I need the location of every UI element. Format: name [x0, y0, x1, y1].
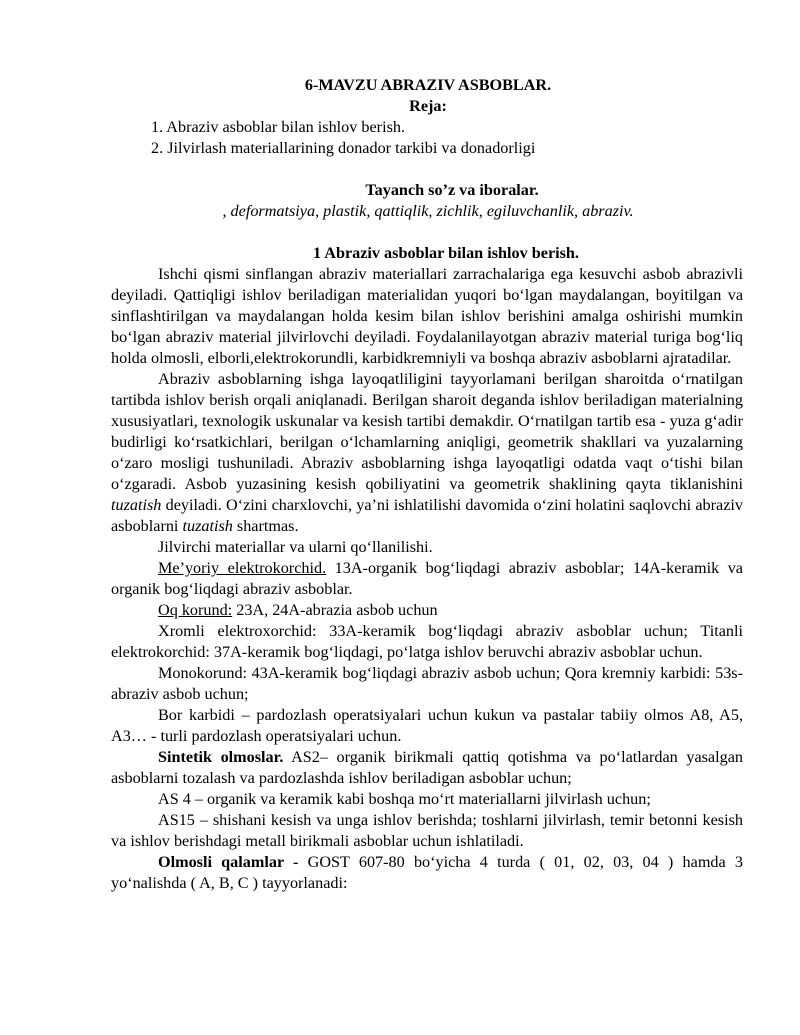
plan-item: 2. Jilvirlash materiallarining donador tarkibi va donadorligi — [151, 139, 536, 157]
plan-title: Reja: — [409, 97, 447, 115]
document-title: 6-MAVZU ABRAZIV ASBOBLAR. — [304, 76, 552, 94]
paragraph: Abraziv asboblarning ishga layoqatliligini tayyorlamani berilgan sharoitda o‘rnatilgan tartibda ishlov berish orqali aniqlanadi. Berilgan sharoit deganda ishlov beriladigan materialning xususiyatlari, texnologik uskunalar va kesish tartibi demakdir. O‘rnatilgan tartib esa - yuza g‘adir budirligi ko‘rsatkichlari, berilgan o‘lchamlarning aniqligi, geometrik shakllari va yuzalarning o‘zaro mosligi tushuniladi. Abraziv asboblarning ishga layoqatligi odatda vaqt o‘tishi bilan o‘zgaradi. Asbob yuzasining kesish qobiliyatini va geometrik shaklining qayta tiklanishini tuzatish deyiladi. O‘zini charxlovchi, ya’ni ishlatilishi davomida o‘zini holatini saqlovchi abraziv asboblarni tuzatish shartmas. — [111, 370, 743, 535]
paragraph: Ishchi qismi sinflangan abraziv materiallari zarrachalariga ega kesuvchi asbob abrazivli deyiladi. Qattiqligi ishlov beriladigan materialidan yuqori bo‘lgan maydalangan, boyitilgan va sinflashtirilgan va maydalangan holda kesim bilan ishlov berishini amalga oshirishi mumkin bo‘lgan abraziv material jilvirlovchi deyiladi. Foydalanilayotgan abraziv material turiga bog‘liq holda olmosli, elborli,elektrokorundli, karbidkremniyli va boshqa abraziv asboblarni ajratadilar. — [111, 265, 743, 367]
paragraph: AS15 – shishani kesish va unga ishlov berishda; toshlarni jilvirlash, temir betonni kesish va ishlov berishdagi metall birikmali asboblar uchun ishlatiladi. — [111, 811, 743, 850]
paragraph: Jilvirchi materiallar va ularni qo‘llanilishi. — [158, 538, 433, 556]
paragraph: Bor karbidi – pardozlash operatsiyalari uchun kukun va pastalar tabiiy olmos A8, A5, A3… - turli pardozlash operatsiyalari uchun. — [111, 706, 743, 745]
paragraph: Oq korund: 23A, 24A-abrazia asbob uchun — [158, 601, 438, 619]
paragraph: Xromli elektroxorchid: 33A-keramik bog‘liqdagi abraziv asboblar uchun; Titanli elektrokorchid: 37A-keramik bog‘liqdagi, po‘latga ishlov beruvchi abraziv asboblar uchun. — [111, 622, 743, 661]
paragraph: AS 4 – organik va keramik kabi boshqa mo‘rt materiallarni jilvirlash uchun; — [158, 790, 651, 808]
paragraph: Olmosli qalamlar - GOST 607-80 bo‘yicha 4 turda ( 01, 02, 03, 04 ) hamda 3 yo‘nalishda ( A, B, C ) tayyorlanadi: — [111, 853, 743, 892]
paragraph: Sintetik olmoslar. AS2– organik birikmali qattiq qotishma va po‘latlardan yasalgan asboblarni tozalash va pardozlashda ishlov beriladigan asboblar uchun; — [111, 748, 743, 787]
plan-item: 1. Abraziv asboblar bilan ishlov berish. — [151, 118, 406, 136]
keywords-title: Tayanch so’z va iboralar. — [365, 181, 539, 199]
keywords-text: , deformatsiya, plastik, qattiqlik, zichlik, egiluvchanlik, abraziv. — [222, 202, 634, 220]
paragraph: Monokorund: 43A-keramik bog‘liqdagi abraziv asbob uchun; Qora kremniy karbidi: 53s-abraziv asbob uchun; — [111, 664, 743, 703]
paragraph: Me’yoriy elektrokorchid. 13A-organik bog‘liqdagi abraziv asboblar; 14A-keramik va organik bog‘liqdagi abraziv asboblar. — [111, 559, 743, 598]
body-text — [111, 264, 743, 894]
section-title: 1 Abraziv asboblar bilan ishlov berish. — [313, 244, 579, 262]
